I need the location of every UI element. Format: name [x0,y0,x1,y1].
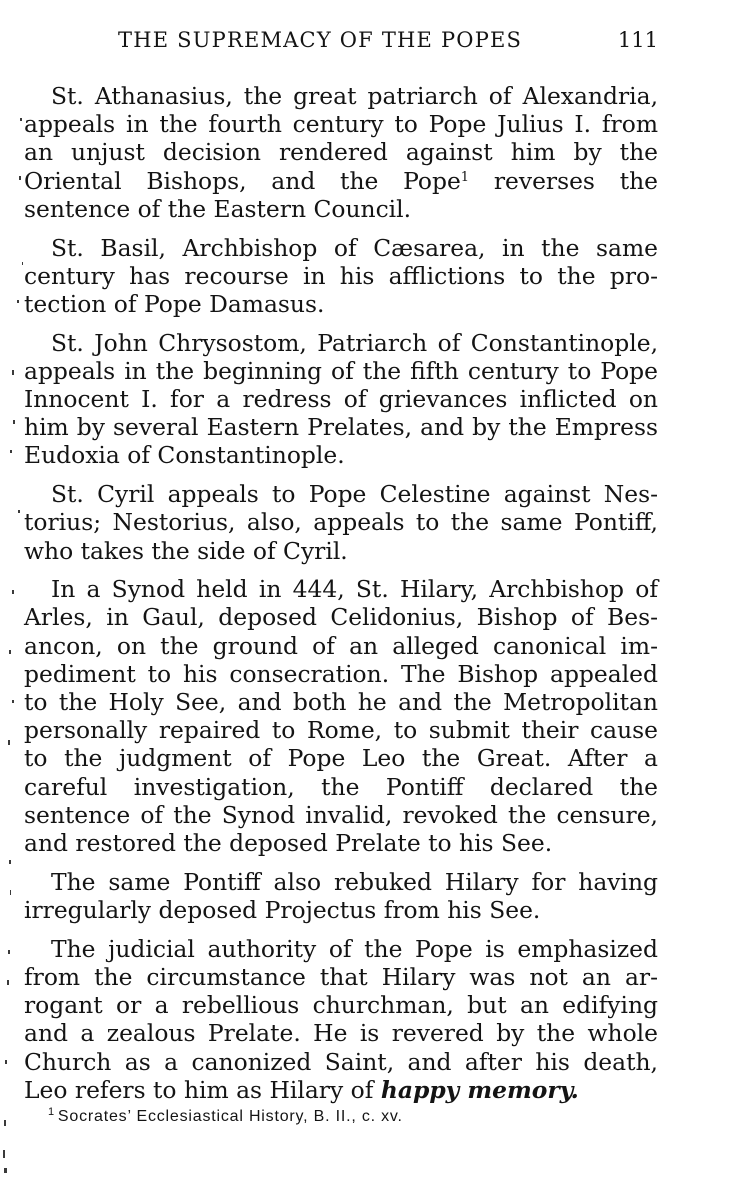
paragraph-cyril: St. Cyril appeals to Pope Celestine against Nestorius; Nestorius, also, appeals to the same Pontiff, who takes the side of Cyril. [24,480,658,565]
running-title: THE SUPREMACY OF THE POPES [118,28,523,52]
gutter-scan-specks [0,0,24,1188]
footnote-mark: 1 [48,1106,55,1118]
footnote-text: Socrates’ Ecclesiastical History, B. II., c. xv. [57,1108,403,1125]
paragraph-athanasius [24,82,658,223]
body-text [24,82,658,1104]
paragraph-basil: St. Basil, Archbishop of Cæsarea, in the same century has recourse in his afflictions to the protection of Pope Damasus. [24,233,658,318]
footnote [48,1106,403,1126]
paragraph-judicial-authority-text: The judicial authority of the Pope is emphasized from the circumstance that Hilary was not an arrogant or a rebellious churchman, but an edifying and a zealous Prelate. He is revered by the whole Church as a canonized Saint, and after his death, Leo refers to him as Hilary of [24,934,658,1104]
footnote-reference: 1 [460,169,470,185]
paragraph-hilary-synod: In a Synod held in 444, St. Hilary, Archbishop of Arles, in Gaul, deposed Celidonius, Bishop of Besancon, on the ground of an alleged canonical impediment to his consecration. The Bishop appealed to the Holy See, and both he and the Metropolitan personally repaired to Rome, to submit their cause to the judgment of Pope Leo the Great. After a careful investigation, the Pontiff declared the sentence of the Synod invalid, revoked the censure, and restored the deposed Prelate to his See. [24,575,658,858]
paragraph-athanasius-text: St. Athanasius, the great patriarch of Alexandria, appeals in the fourth century to Pope Julius I. from an unjust decision rendered against him by the Oriental Bishops, and the Pope [24,82,658,195]
running-head [118,28,658,58]
emphasis-happy-memory: happy memory. [380,1075,579,1104]
page-number: 111 [617,28,658,52]
paragraph-judicial-authority [24,935,658,1104]
paragraph-projectus: The same Pontiff also rebuked Hilary for having irregularly deposed Projectus from his See. [24,867,658,924]
paragraph-chrysostom: St. John Chrysostom, Patriarch of Constantinople, appeals in the beginning of the fifth century to Pope Innocent I. for a redress of grievances inflicted on him by several Eastern Prelates, and by the Empress Eudoxia of Constantinople. [24,328,658,470]
paragraph-athanasius-text-cont: reverses the sentence of the Eastern Council. [24,166,658,223]
